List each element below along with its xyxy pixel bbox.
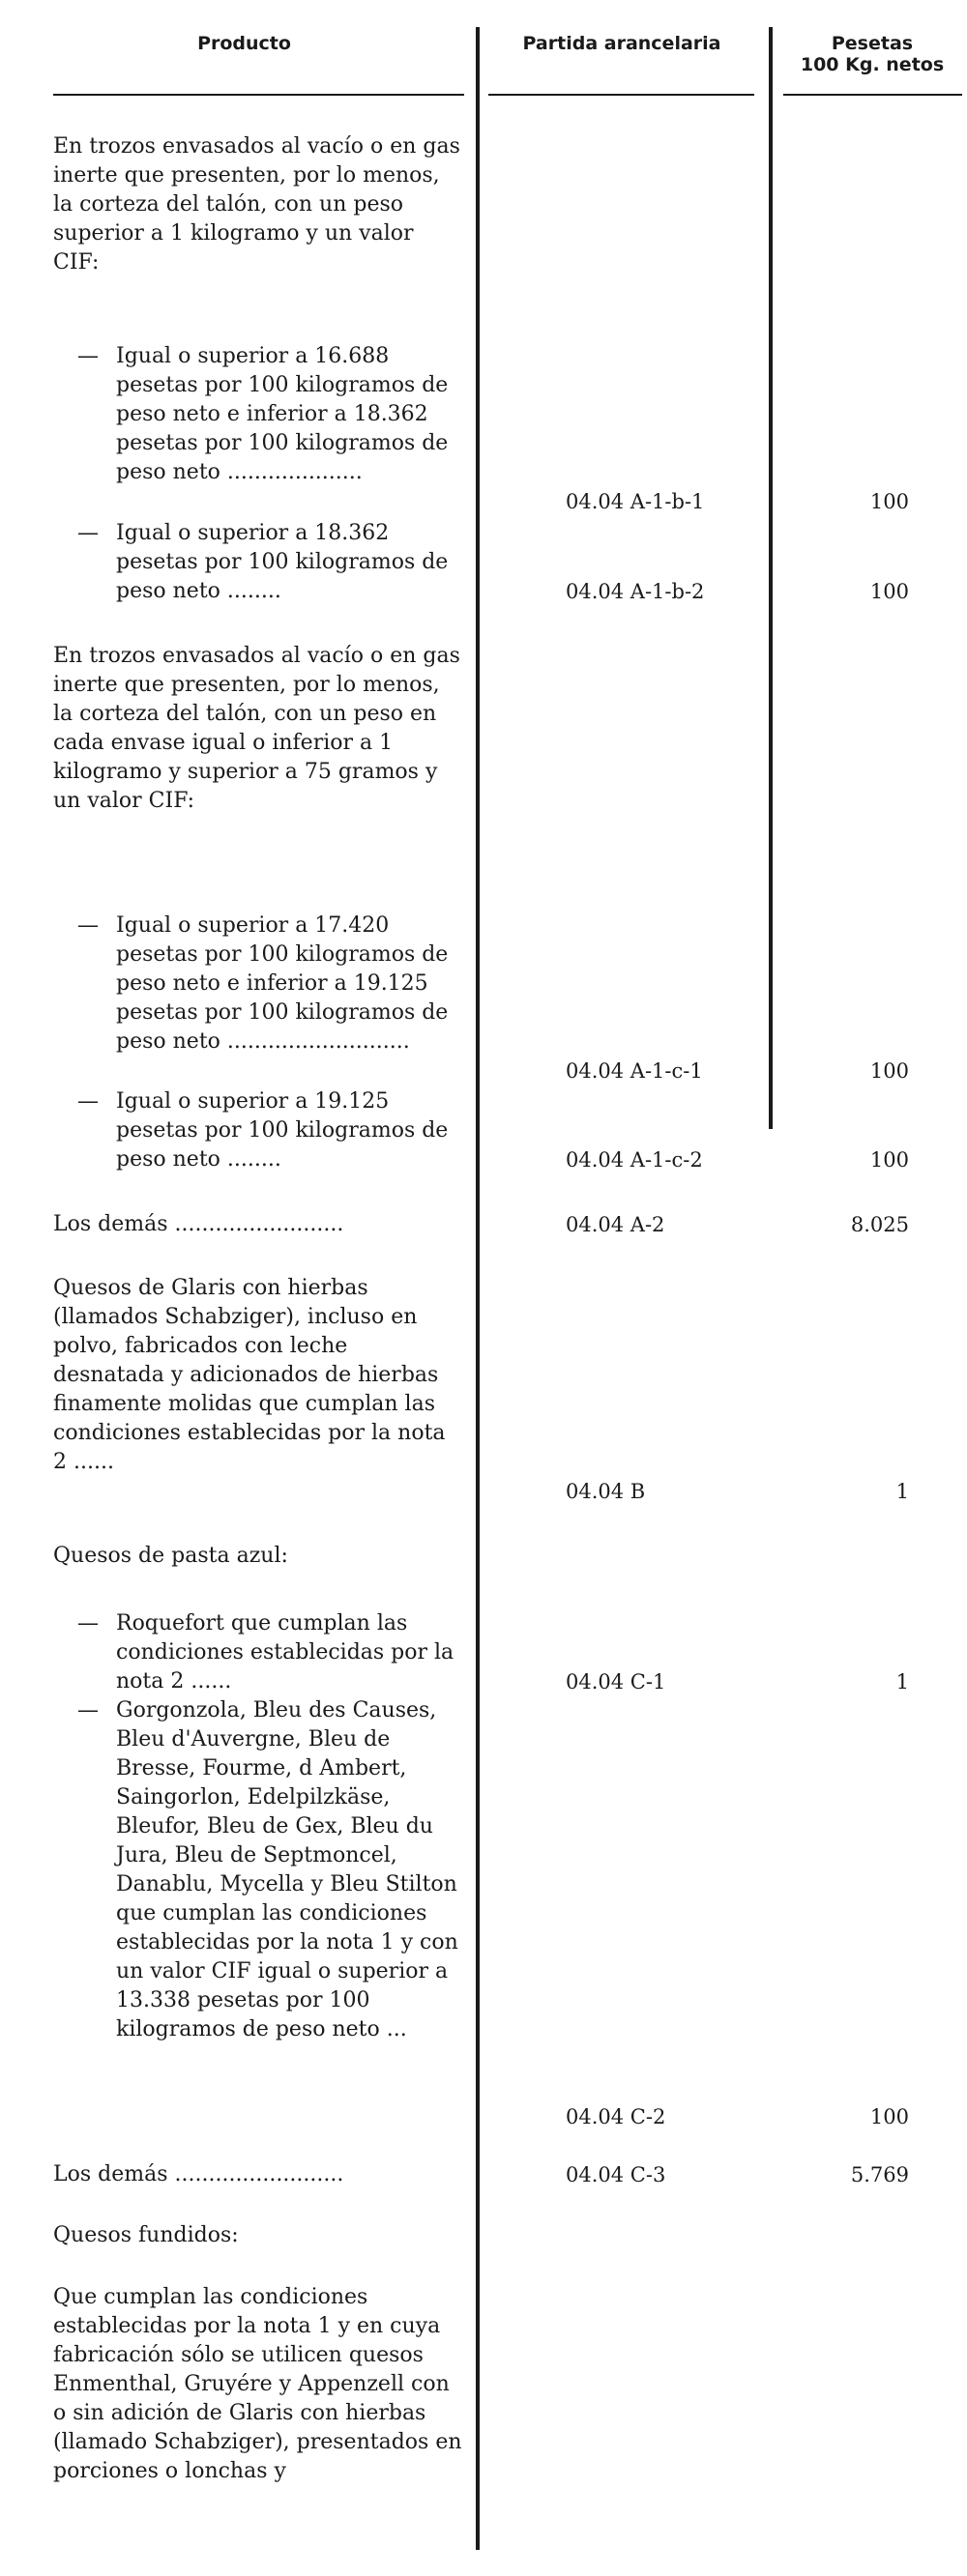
header-pesetas-line2: 100 Kg. netos xyxy=(800,54,945,75)
dash-bullet-icon: — xyxy=(77,1698,99,1722)
product-item xyxy=(77,1087,464,1174)
product-text: Que cumplan las condiciones establecidas por la nota 1 y en cuya fabricación sólo se utilicen quesos Enmenthal, Gruyére y Appenzell con o sin adición de Glaris con hierbas (llamado Schabziger), presentados en porciones o lonchas y xyxy=(53,2285,462,2483)
tariff-code: 04.04 A-1-b-2 xyxy=(566,580,705,603)
product-item-text: Gorgonzola, Bleu des Causes, Bleu d'Auvergne, Bleu de Bresse, Fourme, d Ambert, Saingorlon, Edelpilzkäse, Bleufor, Bleu de Gex, Bleu du Jura, Bleu de Septmoncel, Danablu, Mycella y Bleu Stilton que cumplan las condiciones establecidas por la nota 1 y con un valor CIF igual o superior a 13.338 pesetas por 100 kilogramos de peso neto ... xyxy=(116,1698,458,2041)
tariff-code: 04.04 C-1 xyxy=(566,1670,666,1693)
tariff-value: 100 xyxy=(869,1059,909,1083)
dash-bullet-icon: — xyxy=(77,913,99,938)
tariff-value: 1 xyxy=(895,1670,909,1693)
tariff-code: 04.04 C-2 xyxy=(566,2105,666,2128)
tariff-code: 04.04 C-3 xyxy=(566,2163,666,2186)
product-item xyxy=(77,1609,464,1696)
header-rule-pesetas xyxy=(783,94,962,96)
header-producto: Producto xyxy=(197,33,291,54)
product-text: Los demás ......................... xyxy=(53,2162,344,2186)
header-pesetas xyxy=(780,33,964,75)
dash-bullet-icon: — xyxy=(77,1611,99,1635)
product-item xyxy=(77,519,464,606)
product-item-text: Roquefort que cumplan las condiciones establecidas por la nota 2 ...... xyxy=(116,1611,454,1693)
tariff-code: 04.04 A-1-b-1 xyxy=(566,490,705,513)
column-divider-left xyxy=(476,27,480,2550)
column-divider-right xyxy=(769,27,773,1129)
tariff-value: 100 xyxy=(869,1148,909,1172)
tariff-value: 5.769 xyxy=(850,2163,909,2186)
header-rule-partida xyxy=(488,94,754,96)
product-text: Los demás ......................... xyxy=(53,1212,344,1236)
tariff-value: 8.025 xyxy=(850,1213,909,1236)
product-item xyxy=(77,1696,464,2044)
dash-bullet-icon: — xyxy=(77,344,99,368)
tariff-code: 04.04 A-1-c-2 xyxy=(566,1148,703,1172)
tariff-value: 100 xyxy=(869,580,909,603)
header-partida: Partida arancelaria xyxy=(522,33,721,54)
product-item-text: Igual o superior a 19.125 pesetas por 100 kilogramos de peso neto ........ xyxy=(116,1089,449,1172)
section-heading: Quesos de pasta azul: xyxy=(53,1544,288,1568)
product-text: Quesos de Glaris con hierbas (llamados Schabziger), incluso en polvo, fabricados con leche desnatada y adicionados de hierbas finamente molidas que cumplan las condiciones establecidas por la nota 2 ...... xyxy=(53,1276,446,1474)
tariff-value: 100 xyxy=(869,2105,909,2128)
tariff-value: 1 xyxy=(895,1480,909,1503)
header-pesetas-line1: Pesetas xyxy=(831,33,914,54)
tariff-code: 04.04 A-1-c-1 xyxy=(566,1059,703,1083)
tariff-code: 04.04 A-2 xyxy=(566,1213,665,1236)
product-item xyxy=(77,342,464,487)
dash-bullet-icon: — xyxy=(77,1089,99,1114)
dash-bullet-icon: — xyxy=(77,521,99,545)
product-item xyxy=(77,912,464,1056)
tariff-code: 04.04 B xyxy=(566,1480,646,1503)
section-heading: Quesos fundidos: xyxy=(53,2223,239,2247)
header-rule-producto xyxy=(53,94,464,96)
tariff-value: 100 xyxy=(869,490,909,513)
product-text: En trozos envasados al vacío o en gas inerte que presenten, por lo menos, la corteza del talón, con un peso superior a 1 kilogramo y un valor CIF: xyxy=(53,134,460,275)
product-item-text: Igual o superior a 17.420 pesetas por 100 kilogramos de peso neto e inferior a 19.125 pesetas por 100 kilogramos de peso neto ........................... xyxy=(116,913,449,1054)
product-item-text: Igual o superior a 18.362 pesetas por 100 kilogramos de peso neto ........ xyxy=(116,521,449,603)
product-text: En trozos envasados al vacío o en gas inerte que presenten, por lo menos, la corteza del talón, con un peso en cada envase igual o inferior a 1 kilogramo y superior a 75 gramos y un valor CIF: xyxy=(53,644,460,813)
product-item-text: Igual o superior a 16.688 pesetas por 100 kilogramos de peso neto e inferior a 18.362 pesetas por 100 kilogramos de peso neto .................... xyxy=(116,344,449,484)
